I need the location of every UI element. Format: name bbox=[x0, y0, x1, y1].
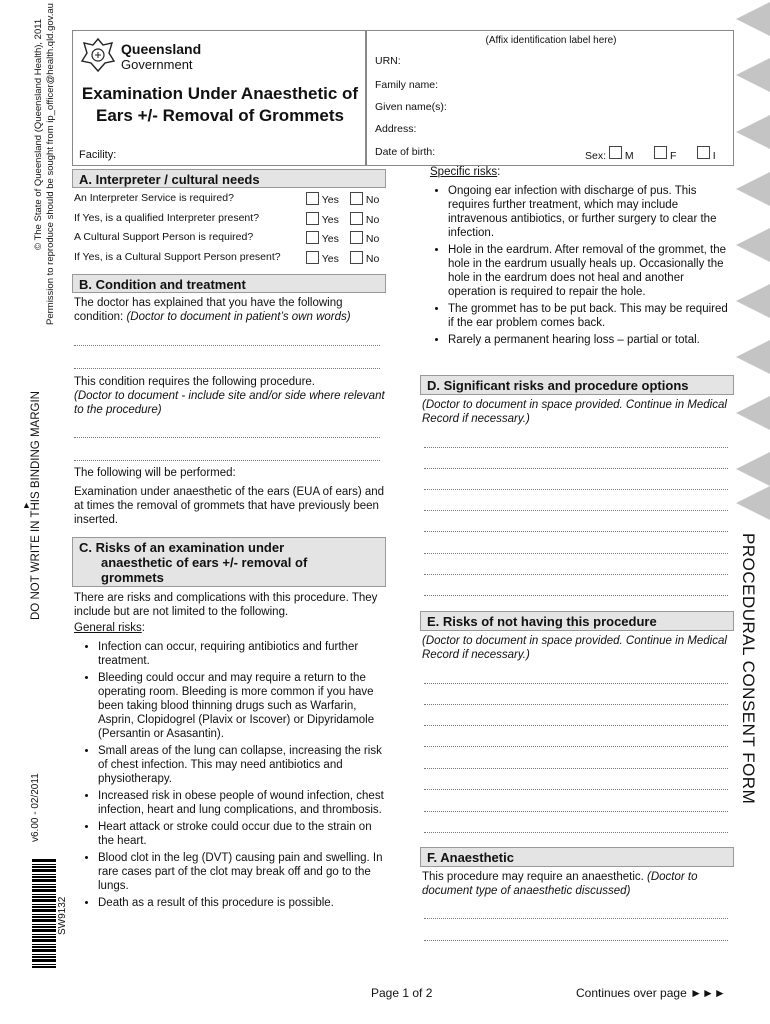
risks-line[interactable] bbox=[424, 553, 728, 554]
interpreter-required-row bbox=[74, 192, 386, 212]
no-option[interactable]: No bbox=[350, 192, 379, 206]
specific-risks-list bbox=[424, 184, 734, 350]
margin-triangle bbox=[736, 452, 770, 486]
section-e-note: (Doctor to document in space provided. Continue in Medical Record if necessary.) bbox=[422, 635, 727, 661]
section-d-heading: D. Significant risks and procedure options bbox=[420, 375, 734, 395]
general-risks-list bbox=[74, 640, 386, 913]
sex-f-checkbox[interactable] bbox=[654, 146, 667, 159]
list-item: • Bleeding could occur and may require a return to the operating room. Bleeding is more common if you have been taking blood thinning drugs such as Warfarin, Asprin, Clopidogrel (Plavix or Iscover) or Dipyridamole (Persantin or Asasantin). bbox=[98, 671, 386, 741]
no-procedure-line[interactable] bbox=[424, 746, 728, 747]
margin-triangle bbox=[736, 340, 770, 374]
no-option[interactable]: No bbox=[350, 231, 379, 245]
row-question: An Interpreter Service is required? bbox=[74, 192, 234, 204]
list-item: • Rarely a permanent hearing loss – partial or total. bbox=[448, 333, 734, 347]
no-procedure-line[interactable] bbox=[424, 704, 728, 705]
margin-triangle bbox=[736, 228, 770, 262]
section-b-text5: The following will be performed: Examination under anaesthetic of the ears (EUA of ears) and at times the removal of grommets that have previously been inserted. bbox=[74, 467, 385, 526]
margin-triangle bbox=[736, 396, 770, 430]
general-risks-label: General risks: bbox=[74, 622, 145, 634]
copyright-notice: © The State of Queensland (Queensland Health), 2011 bbox=[33, 18, 44, 250]
no-procedure-line[interactable] bbox=[424, 683, 728, 684]
form-code: SW9132 bbox=[57, 896, 68, 935]
interpreter-present-row bbox=[74, 212, 386, 232]
row-question: A Cultural Support Person is required? bbox=[74, 231, 254, 243]
section-b-text1: The doctor has explained that you have the following condition: (Doctor to document in patient’s own words) bbox=[74, 297, 351, 323]
page-number: Page 1 of 2 bbox=[371, 986, 433, 1000]
crest-icon bbox=[79, 37, 117, 73]
section-b-text3: This condition requires the following procedure. (Doctor to document - include site and/or side where relevant to the procedure) bbox=[74, 376, 385, 416]
list-item: • Increased risk in obese people of wound infection, chest infection, heart and lung complications, and thrombosis. bbox=[98, 789, 386, 817]
dob-field[interactable]: Date of birth: bbox=[375, 146, 436, 158]
section-c-intro: There are risks and complications with this procedure. They include but are not limited to the following. bbox=[74, 592, 378, 618]
margin-triangle bbox=[736, 58, 770, 92]
section-d-note: (Doctor to document in space provided. Continue in Medical Record if necessary.) bbox=[422, 399, 727, 425]
no-procedure-line[interactable] bbox=[424, 725, 728, 726]
list-item: • Infection can occur, requiring antibiotics and further treatment. bbox=[98, 640, 386, 668]
logo-queensland: Queensland bbox=[121, 41, 202, 57]
sex-field bbox=[585, 146, 716, 162]
sex-label: Sex: bbox=[585, 150, 607, 162]
list-item: • Hole in the eardrum. After removal of the grommet, the hole in the eardrum usually heals up. Occasionally the hole in the eardrum does not heal and another operation is required to repair the hole. bbox=[448, 243, 734, 299]
sex-f-label: F bbox=[669, 150, 677, 162]
patient-label-box bbox=[366, 30, 734, 166]
no-option[interactable]: No bbox=[350, 212, 379, 226]
sex-m-label: M bbox=[624, 150, 634, 162]
binding-margin-warning: DO NOT WRITE IN THIS BINDING MARGIN bbox=[30, 391, 42, 620]
margin-triangle bbox=[736, 284, 770, 318]
risks-line[interactable] bbox=[424, 574, 728, 575]
risks-line[interactable] bbox=[424, 447, 728, 448]
family-name-field[interactable]: Family name: bbox=[375, 79, 439, 91]
margin-triangle bbox=[736, 486, 770, 520]
list-item: • Death as a result of this procedure is possible. bbox=[98, 896, 386, 910]
header-left-box bbox=[72, 30, 366, 166]
list-item: • Ongoing ear infection with discharge of pus. This requires further treatment, which may include intravenous antibiotics, or further surgery to clear the infection. bbox=[448, 184, 734, 240]
logo-government: Government bbox=[121, 57, 193, 72]
section-f-heading: F. Anaesthetic bbox=[420, 847, 734, 867]
urn-field[interactable]: URN: bbox=[375, 55, 401, 67]
given-name-field[interactable]: Given name(s): bbox=[375, 101, 447, 113]
risks-line[interactable] bbox=[424, 595, 728, 596]
sex-i-checkbox[interactable] bbox=[697, 146, 710, 159]
no-procedure-line[interactable] bbox=[424, 811, 728, 812]
list-item: • Heart attack or stroke could occur due to the strain on the heart. bbox=[98, 820, 386, 848]
risks-line[interactable] bbox=[424, 489, 728, 490]
yes-option[interactable]: Yes bbox=[306, 212, 339, 226]
risks-line[interactable] bbox=[424, 468, 728, 469]
margin-triangle bbox=[736, 172, 770, 206]
row-question: If Yes, is a qualified Interpreter present? bbox=[74, 211, 260, 224]
no-procedure-line[interactable] bbox=[424, 789, 728, 790]
section-a-rows bbox=[74, 192, 386, 270]
procedural-consent-title: PROCEDURAL CONSENT FORM bbox=[739, 533, 758, 805]
no-procedure-line[interactable] bbox=[424, 768, 728, 769]
yes-option[interactable]: Yes bbox=[306, 192, 339, 206]
condition-line[interactable] bbox=[74, 345, 380, 346]
facility-label: Facility: bbox=[79, 149, 117, 161]
section-c-heading: C. Risks of an examination under anaesthetic of ears +/- removal of grommets bbox=[72, 537, 386, 587]
form-title: Examination Under Anaesthetic of Ears +/- Removal of Grommets bbox=[81, 84, 359, 125]
anaesthetic-line[interactable] bbox=[424, 940, 728, 941]
procedure-line[interactable] bbox=[74, 460, 380, 461]
margin-triangle bbox=[736, 115, 770, 149]
permission-notice: Permission to reproduce should be sought from ip_officer@health.qld.gov.au bbox=[45, 3, 56, 325]
section-a-heading: A. Interpreter / cultural needs bbox=[72, 169, 386, 188]
list-item: • Small areas of the lung can collapse, increasing the risk of chest infection. This may need antibiotics and physiotherapy. bbox=[98, 744, 386, 786]
list-item: • Blood clot in the leg (DVT) causing pain and swelling. In rare cases part of the clot may break off and go to the lungs. bbox=[98, 851, 386, 893]
margin-triangle bbox=[736, 2, 770, 36]
no-option[interactable]: No bbox=[350, 251, 379, 265]
cultural-required-row bbox=[74, 231, 386, 251]
risks-line[interactable] bbox=[424, 531, 728, 532]
condition-line[interactable] bbox=[74, 368, 380, 369]
section-b-heading: B. Condition and treatment bbox=[72, 274, 386, 293]
version-label: v6.00 - 02/2011 bbox=[30, 773, 41, 842]
cultural-present-row bbox=[74, 251, 386, 271]
no-procedure-line[interactable] bbox=[424, 832, 728, 833]
specific-risks-label: Specific risks: bbox=[430, 166, 501, 178]
affix-label: (Affix identification label here) bbox=[485, 35, 617, 46]
arrow-up-icon: ▲ bbox=[22, 500, 31, 510]
yes-option[interactable]: Yes bbox=[306, 231, 339, 245]
procedure-line[interactable] bbox=[74, 437, 380, 438]
address-field[interactable]: Address: bbox=[375, 123, 417, 135]
continues-over-page: Continues over page ►►► bbox=[576, 986, 726, 1000]
section-f-text: This procedure may require an anaesthetic. (Doctor to document type of anaesthetic discussed) bbox=[422, 871, 698, 897]
list-item: • The grommet has to be put back. This may be required if the ear problem comes back. bbox=[448, 302, 734, 330]
barcode bbox=[32, 858, 56, 968]
section-e-heading: E. Risks of not having this procedure bbox=[420, 611, 734, 631]
yes-option[interactable]: Yes bbox=[306, 251, 339, 265]
sex-m-checkbox[interactable] bbox=[609, 146, 622, 159]
row-question: If Yes, is a Cultural Support Person present? bbox=[74, 250, 281, 263]
anaesthetic-line[interactable] bbox=[424, 918, 728, 919]
sex-i-label: I bbox=[712, 150, 716, 162]
risks-line[interactable] bbox=[424, 510, 728, 511]
